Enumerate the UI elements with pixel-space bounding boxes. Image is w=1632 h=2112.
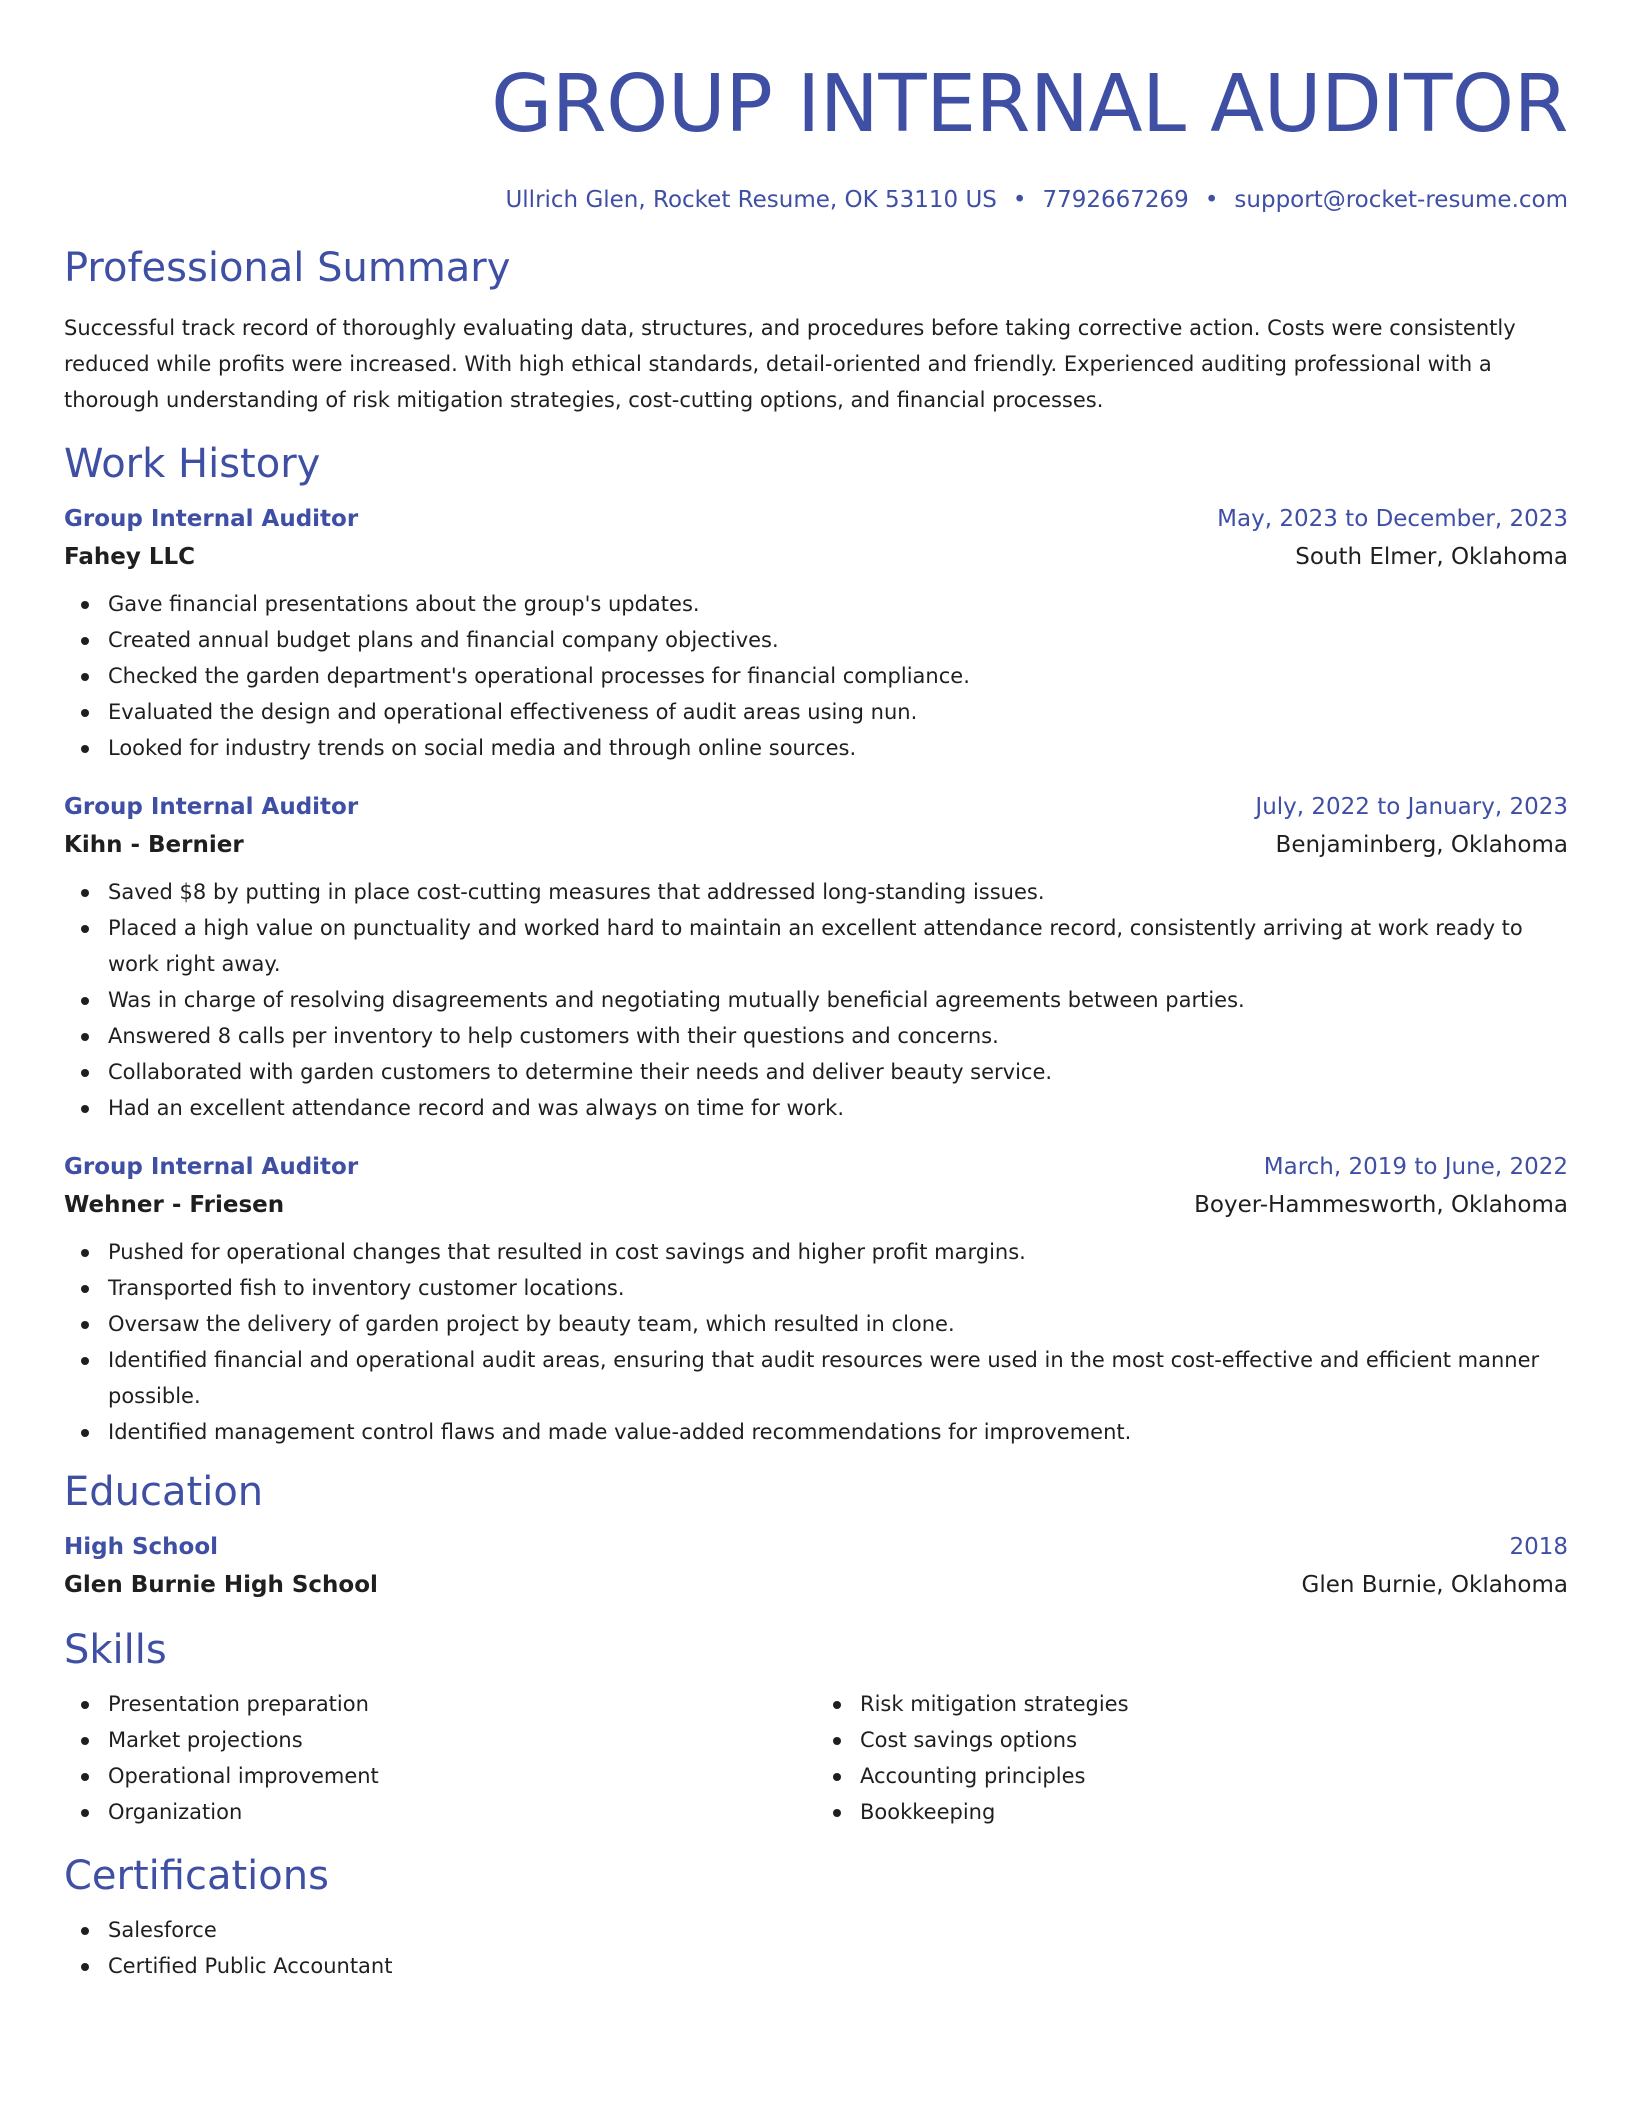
job-employer-row — [64, 1186, 1568, 1224]
contact-address: Ullrich Glen, Rocket Resume, OK 53110 US — [505, 187, 997, 213]
list-item: Presentation preparation — [108, 1686, 816, 1722]
list-item: Evaluated the design and operational effectiveness of audit areas using nun. — [108, 694, 1568, 730]
job-duties-list — [64, 586, 1568, 766]
certifications-list — [64, 1912, 1568, 1984]
education-degree-row — [64, 1528, 1568, 1566]
job-location: Benjaminberg, Oklahoma — [1275, 832, 1568, 858]
list-item: Was in charge of resolving disagreements and negotiating mutually beneficial agreements between parties. — [108, 982, 1568, 1018]
list-item: Salesforce — [108, 1912, 1568, 1948]
contact-line — [64, 184, 1568, 216]
graduation-year: 2018 — [1509, 1534, 1568, 1560]
list-item: Accounting principles — [860, 1758, 1568, 1794]
list-item: Identified financial and operational audit areas, ensuring that audit resources were used in the most cost-effective and efficient manner possible. — [108, 1342, 1568, 1414]
work-history-heading: Work History — [64, 441, 321, 487]
list-item: Collaborated with garden customers to determine their needs and deliver beauty service. — [108, 1054, 1568, 1090]
job-location: South Elmer, Oklahoma — [1295, 544, 1568, 570]
job-duties-list — [64, 1234, 1568, 1450]
job-title-row — [64, 788, 1568, 826]
list-item: Certified Public Accountant — [108, 1948, 1568, 1984]
list-item: Market projections — [108, 1722, 816, 1758]
summary-heading: Professional Summary — [64, 245, 511, 291]
separator-dot: • — [1204, 187, 1219, 213]
summary-text: Successful track record of thoroughly evaluating data, structures, and procedures before taking corrective action. Costs were consistently reduced while profits were increased. With high ethical standards, detail-oriented and friendly. Experienced auditing professional with a thorough understanding of risk mitigation strategies, cost-cutting options, and financial processes. — [64, 316, 1516, 412]
degree: High School — [64, 1534, 219, 1560]
separator-dot: • — [1012, 187, 1027, 213]
list-item: Looked for industry trends on social media and through online sources. — [108, 730, 1568, 766]
list-item: Checked the garden department's operational processes for financial compliance. — [108, 658, 1568, 694]
job-employer-row — [64, 826, 1568, 864]
list-item: Oversaw the delivery of garden project by beauty team, which resulted in clone. — [108, 1306, 1568, 1342]
list-item: Organization — [108, 1794, 816, 1830]
list-item: Operational improvement — [108, 1758, 816, 1794]
school-name: Glen Burnie High School — [64, 1572, 378, 1598]
job-location: Boyer-Hammesworth, Oklahoma — [1194, 1192, 1568, 1218]
school-location: Glen Burnie, Oklahoma — [1301, 1572, 1568, 1598]
employer-name: Wehner - Friesen — [64, 1192, 285, 1218]
contact-email: support@rocket-resume.com — [1234, 187, 1568, 213]
list-item: Had an excellent attendance record and was always on time for work. — [108, 1090, 1568, 1126]
list-item: Identified management control flaws and made value-added recommendations for improvement. — [108, 1414, 1568, 1450]
job-dates: March, 2019 to June, 2022 — [1263, 1154, 1568, 1180]
employer-name: Fahey LLC — [64, 544, 196, 570]
list-item: Gave financial presentations about the group's updates. — [108, 586, 1568, 622]
job-entry — [64, 1148, 1568, 1450]
job-title: Group Internal Auditor — [64, 506, 359, 532]
job-title-row — [64, 1148, 1568, 1186]
resume-page — [64, 0, 1568, 1984]
list-item: Bookkeeping — [860, 1794, 1568, 1830]
list-item: Created annual budget plans and financial company objectives. — [108, 622, 1568, 658]
job-employer-row — [64, 538, 1568, 576]
list-item: Risk mitigation strategies — [860, 1686, 1568, 1722]
resume-title: GROUP INTERNAL AUDITOR — [491, 58, 1568, 150]
list-item: Answered 8 calls per inventory to help customers with their questions and concerns. — [108, 1018, 1568, 1054]
skills-grid — [64, 1678, 1568, 1830]
certifications-heading: Certifications — [64, 1853, 329, 1899]
job-entry — [64, 500, 1568, 766]
list-item: Saved $8 by putting in place cost-cutting measures that addressed long-standing issues. — [108, 874, 1568, 910]
job-entry — [64, 788, 1568, 1126]
skills-list-right — [816, 1686, 1568, 1830]
job-title: Group Internal Auditor — [64, 1154, 359, 1180]
job-dates: May, 2023 to December, 2023 — [1217, 506, 1568, 532]
list-item: Pushed for operational changes that resulted in cost savings and higher profit margins. — [108, 1234, 1568, 1270]
education-school-row — [64, 1566, 1568, 1604]
employer-name: Kihn - Bernier — [64, 832, 244, 858]
education-entry — [64, 1528, 1568, 1604]
skills-heading: Skills — [64, 1627, 167, 1673]
job-title: Group Internal Auditor — [64, 794, 359, 820]
education-heading: Education — [64, 1469, 264, 1515]
list-item: Cost savings options — [860, 1722, 1568, 1758]
job-duties-list — [64, 874, 1568, 1126]
list-item: Placed a high value on punctuality and worked hard to maintain an excellent attendance record, consistently arriving at work ready to work right away. — [108, 910, 1568, 982]
job-title-row — [64, 500, 1568, 538]
list-item: Transported fish to inventory customer locations. — [108, 1270, 1568, 1306]
contact-phone: 7792667269 — [1042, 187, 1189, 213]
job-dates: July, 2022 to January, 2023 — [1255, 794, 1568, 820]
skills-list-left — [64, 1686, 816, 1830]
